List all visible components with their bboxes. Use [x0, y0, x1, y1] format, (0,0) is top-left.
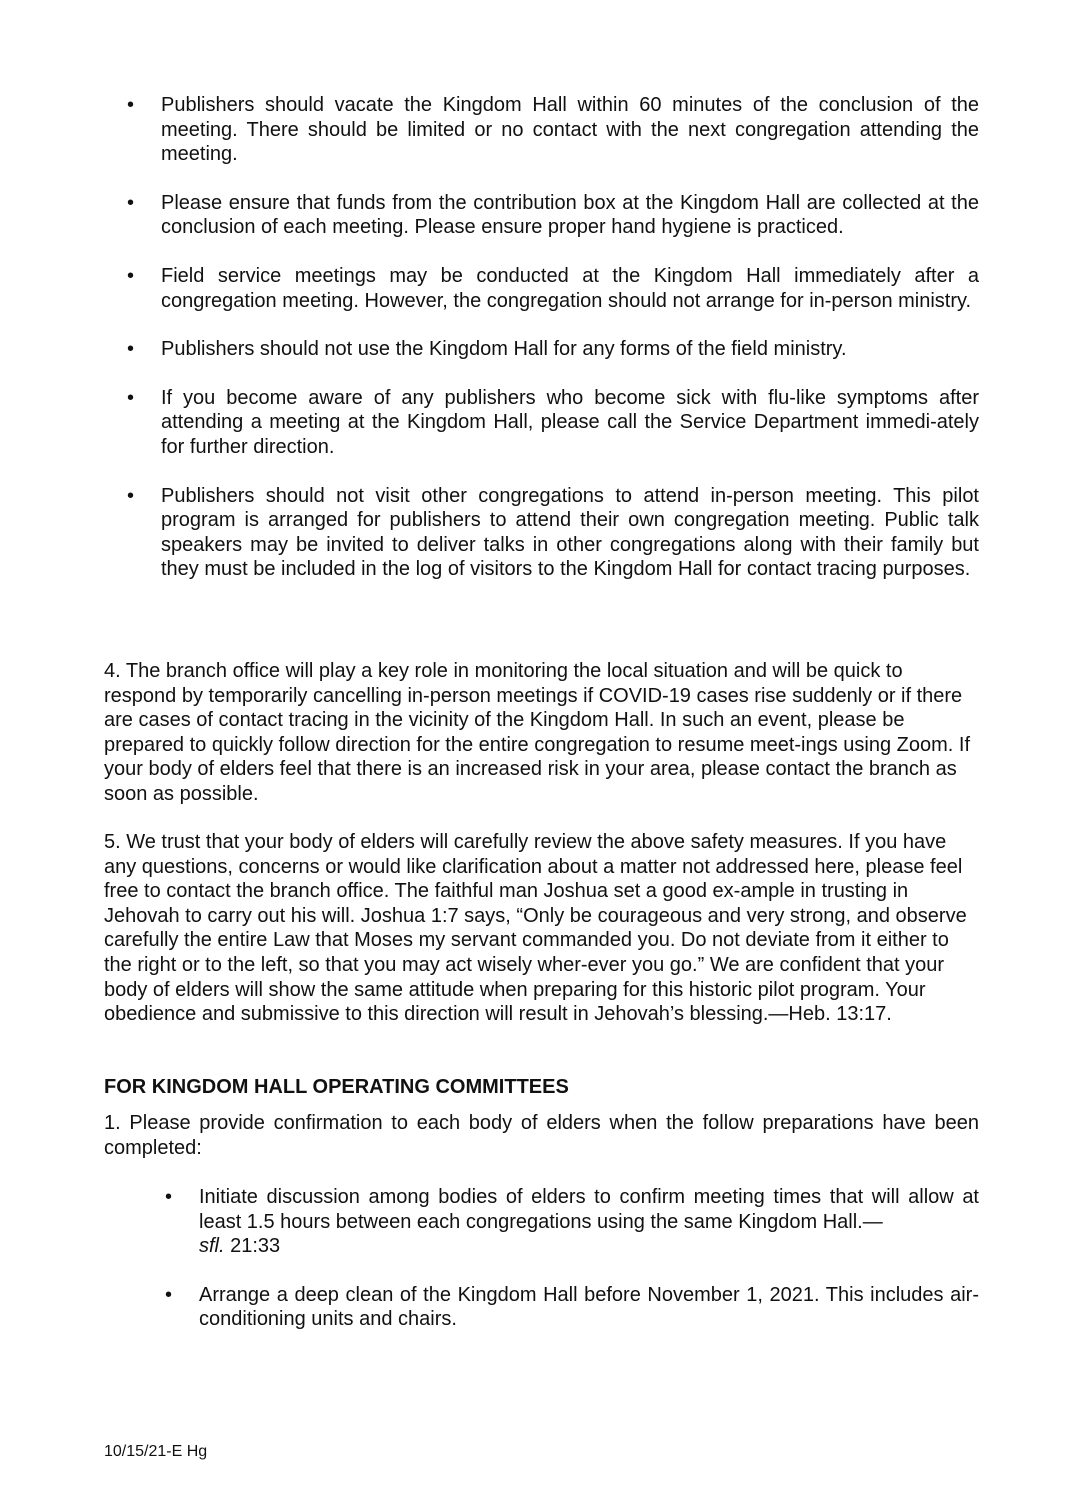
bullet-glyph: •: [127, 338, 135, 361]
bullet-item-sick-publishers: [127, 386, 979, 460]
scripture-reference-verse: 21:33: [224, 1235, 281, 1258]
bullet-item-vacate-hall: [127, 93, 979, 167]
bullet-text: Publishers should not visit other congregations to attend in-person meeting. This pilot program is arranged for publishers to attend their own congregation meeting. Public talk speakers may be invited to deliver talks in other congregations along with their family but they must be included in the log of visitors to the Kingdom Hall for contact tracing purposes.: [161, 484, 979, 581]
footer-document-code: 10/15/21-E Hg: [104, 1443, 208, 1460]
bullet-item-deep-clean: [165, 1283, 979, 1332]
scripture-reference-abbrev: sfl.: [199, 1235, 225, 1258]
bullet-text: Publishers should not use the Kingdom Hall for any forms of the field ministry.: [161, 338, 847, 361]
bullet-glyph: •: [127, 264, 135, 287]
bullet-text: Initiate discussion among bodies of elders to confirm meeting times that will allow at least 1.5 hours between each congregations using the same Kingdom Hall.—: [199, 1186, 979, 1233]
paragraph-5-safety-review: 5. We trust that your body of elders will carefully review the above safety measures. If you have any questions, concerns or would like clarification about a matter not addressed here, please feel free to contact the branch office. The faithful man Joshua set a good ex-ample in trusting in Jehovah to carry out his will. Joshua 1:7 says, “Only be courageous and very strong, and observe carefully the entire Law that Moses my servant commanded you. Do not deviate from it either to the right or to the left, so that you may act wisely wher-ever you go.” We are confident that your body of elders will show the same attitude when preparing for this historic pilot program. Your obedience and submissive to this direction will result in Jehovah’s blessing.—Heb. 13:17.: [104, 831, 967, 1026]
bullet-item-meeting-times: [165, 1185, 979, 1259]
paragraph-4-branch-office: 4. The branch office will play a key role in monitoring the local situation and will be quick to respond by temporarily cancelling in-person meetings if COVID-19 cases rise suddenly or if there are cases of contact tracing in the vicinity of the Kingdom Hall. In such an event, please be prepared to quickly follow direction for the entire congregation to resume meet-ings using Zoom. If your body of elders feel that there is an increased risk in your area, please contact the branch as soon as possible.: [104, 660, 970, 805]
bullet-item-field-service: [127, 264, 979, 313]
bullet-list-khoc-preparations: [165, 1185, 979, 1356]
bullet-glyph: •: [165, 1283, 173, 1306]
bullet-glyph: •: [165, 1186, 173, 1208]
bullet-text: Arrange a deep clean of the Kingdom Hall before November 1, 2021. This includes air-conditioning units and chairs.: [199, 1283, 979, 1331]
bullet-glyph: •: [127, 484, 135, 507]
bullet-glyph: •: [127, 386, 135, 409]
bullet-glyph: •: [127, 94, 135, 116]
bullet-item-visiting-congregations: [127, 484, 979, 582]
bullet-item-field-ministry: [127, 337, 979, 362]
bullet-text: If you become aware of any publishers who become sick with flu-like symptoms after attending a meeting at the Kingdom Hall, please call the Service Department immedi-ately for further direction.: [161, 386, 979, 458]
section-heading-khoc: FOR KINGDOM HALL OPERATING COMMITTEES: [104, 1076, 569, 1098]
bullet-list-meeting-guidelines: [127, 93, 979, 606]
bullet-glyph: •: [127, 191, 135, 214]
bullet-text: Field service meetings may be conducted at the Kingdom Hall immediately after a congregation meeting. However, the congregation should not arrange for in-person ministry.: [161, 264, 979, 312]
bullet-item-contribution-box: [127, 191, 979, 240]
bullet-text: Publishers should vacate the Kingdom Hall within 60 minutes of the conclusion of the meeting. There should be limited or no contact with the next congregation attending the meeting.: [161, 94, 979, 166]
bullet-text: Please ensure that funds from the contribution box at the Kingdom Hall are collected at the conclusion of each meeting. Please ensure proper hand hygiene is practiced.: [161, 191, 979, 239]
paragraph-khoc-confirmation: 1. Please provide confirmation to each body of elders when the follow preparations have been completed:: [104, 1112, 979, 1159]
